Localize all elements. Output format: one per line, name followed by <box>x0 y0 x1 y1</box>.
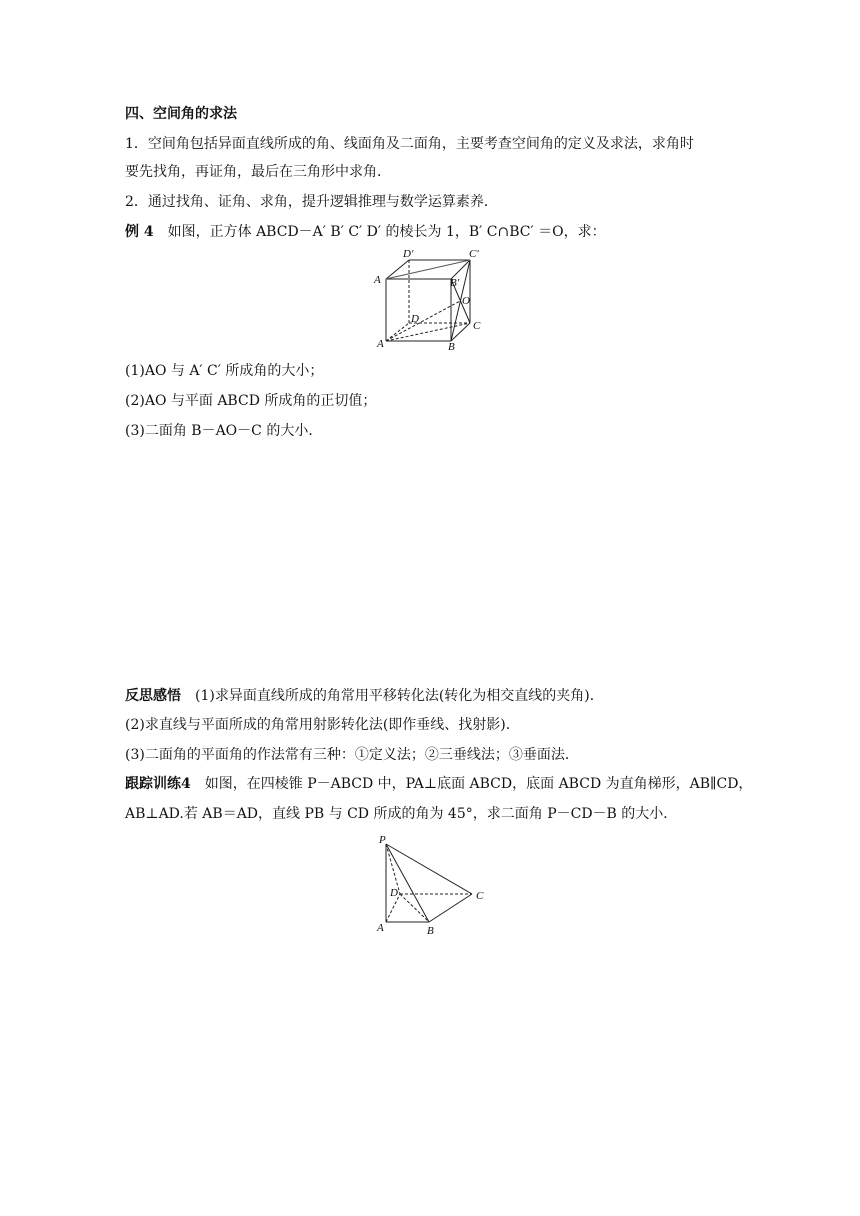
label-o: O <box>462 295 470 307</box>
intro-line-1: 1．空间角包括异面直线所成的角、线面角及二面角，主要考查空间角的定义及求法，求角时 <box>125 136 694 152</box>
example-4-text: 如图，正方体 ABCD－A′ B′ C′ D′ 的棱长为 1，B′ C∩BC′ ＝O，求： <box>167 224 606 240</box>
label-c-prime: C′ <box>469 248 479 260</box>
label-d-prime: D′ <box>403 248 414 260</box>
reflection-line-3: (3)二面角的平面角的作法常有三种：①定义法；②三垂线法；③垂面法． <box>125 747 579 763</box>
pyramid-figure <box>372 832 492 940</box>
intro-line-3: 2．通过找角、证角、求角，提升逻辑推理与数学运算素养． <box>125 194 498 210</box>
example-4 <box>125 222 606 242</box>
cube-figure <box>366 246 492 358</box>
intro-line-2: 要先找角，再证角，最后在三角形中求角． <box>125 164 391 180</box>
label-pyramid-d: D <box>390 887 398 899</box>
label-d: D <box>411 313 419 325</box>
training-4-line-1 <box>125 774 752 794</box>
label-a-top: A <box>374 274 381 286</box>
label-pyramid-b: B <box>427 925 434 937</box>
reflection-line-2: (2)求直线与平面所成的角常用射影转化法(即作垂线、找射影)． <box>125 717 520 733</box>
label-b-prime: B′ <box>450 277 460 289</box>
label-pyramid-a: A <box>377 922 384 934</box>
reflection-text-1: (1)求异面直线所成的角常用平移转化法(转化为相交直线的夹角)． <box>195 688 604 704</box>
label-p: P <box>379 834 386 846</box>
section-title: 四、空间角的求法 <box>125 106 237 122</box>
example-4-label: 例 4 <box>125 224 154 240</box>
example-4-question-2: (2)AO 与平面 ABCD 所成角的正切值； <box>125 393 377 409</box>
label-c: C <box>473 320 481 332</box>
training-4-text-1: 如图，在四棱锥 P－ABCD 中，PA⊥底面 ABCD，底面 ABCD 为直角梯形，AB∥CD， <box>204 776 753 792</box>
label-a-bottom: A <box>377 338 384 350</box>
training-4-line-2: AB⊥AD.若 AB＝AD，直线 PB 与 CD 所成的角为 45°，求二面角 P－CD－B 的大小． <box>125 806 678 822</box>
example-4-question-1: (1)AO 与 A′ C′ 所成角的大小； <box>125 363 324 379</box>
example-4-question-3: (3)二面角 B－AO－C 的大小． <box>125 423 323 439</box>
training-4-label: 跟踪训练4 <box>125 776 191 792</box>
label-b: B <box>448 341 455 353</box>
label-pyramid-c: C <box>476 890 484 902</box>
reflection-line-1 <box>125 686 604 706</box>
reflection-label: 反思感悟 <box>125 688 181 704</box>
